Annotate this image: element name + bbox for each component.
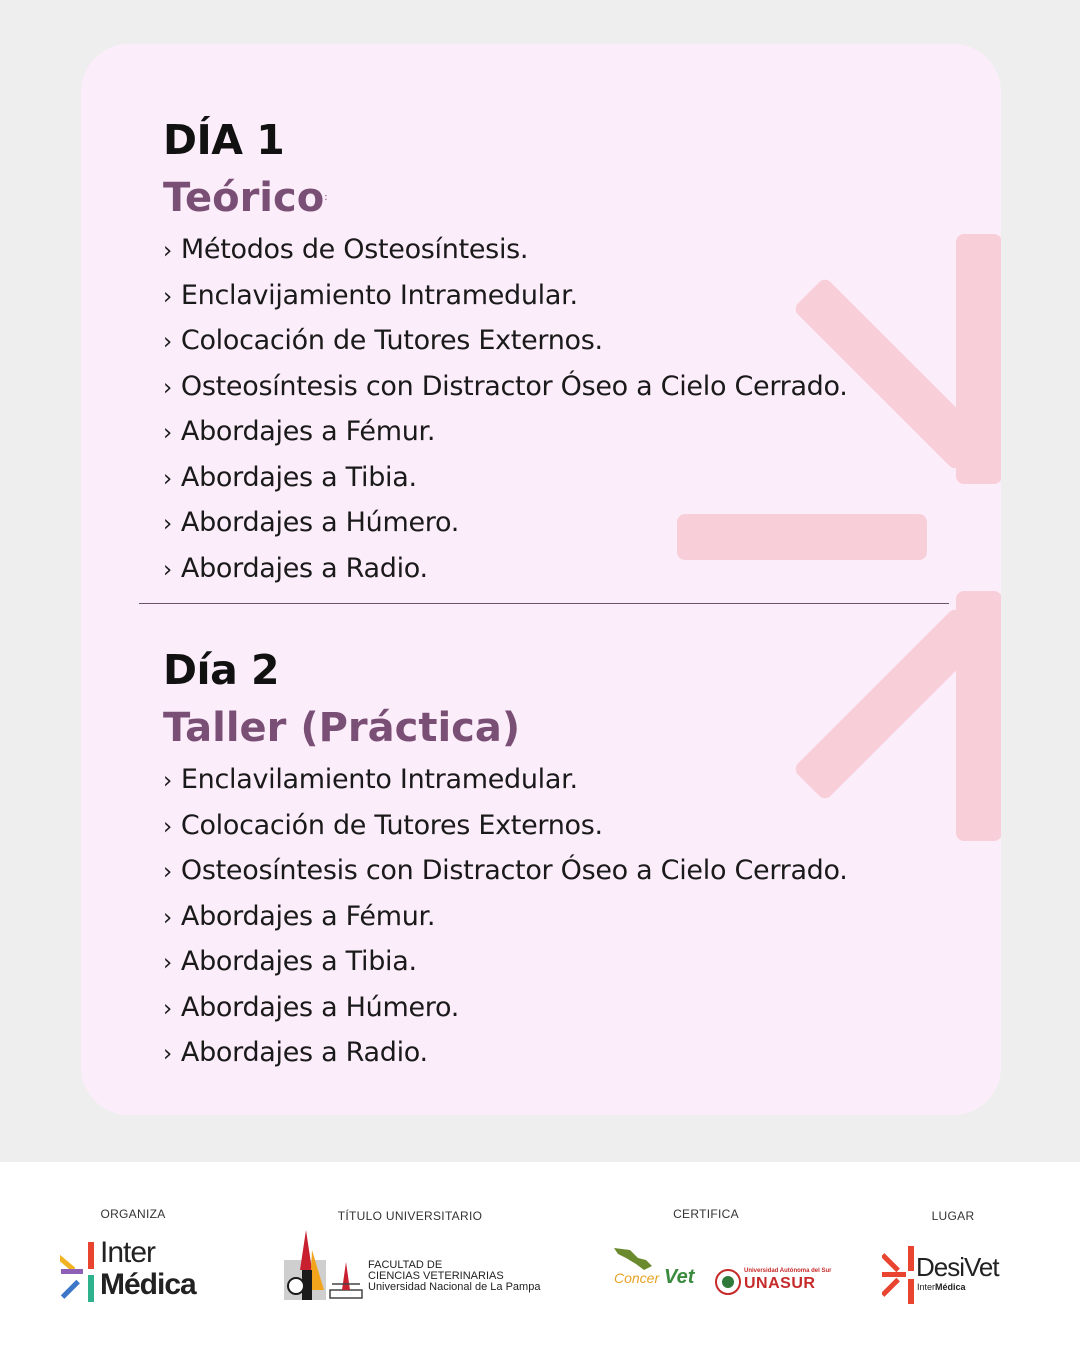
list-item-text: Enclavilamiento Intramedular.	[180, 764, 578, 795]
list-item-text: Abordajes a Húmero.	[180, 991, 459, 1023]
schedule-card	[81, 44, 1001, 1115]
list-item	[163, 849, 963, 895]
chevron-right-icon: ›	[163, 511, 172, 537]
day2-subtitle: Taller (Práctica)	[163, 705, 521, 751]
list-item-text: Abordajes a Tibia.	[180, 461, 417, 493]
day2-section	[163, 644, 963, 1077]
fcv-line2: CIENCIAS VETERINARIAS	[368, 1270, 504, 1282]
concervet-logo	[612, 1246, 702, 1302]
list-item-text: Colocación de Tutores Externos.	[180, 325, 603, 356]
list-item-text: Osteosíntesis con Distractor Óseo a Cielo Cerrado.	[180, 370, 848, 402]
list-item-text: Abordajes a Radio.	[180, 552, 428, 584]
desivet-burst-icon	[882, 1246, 916, 1304]
list-item	[163, 274, 963, 320]
list-item	[163, 986, 963, 1032]
chevron-right-icon: ›	[163, 238, 172, 264]
list-item	[163, 365, 963, 411]
chevron-right-icon: ›	[163, 904, 172, 931]
list-item	[163, 758, 963, 804]
list-item-text: Abordajes a Húmero.	[180, 507, 459, 538]
fcv-line3: Universidad Nacional de La Pampa	[368, 1281, 541, 1293]
certifica-label: CERTIFICA	[673, 1207, 739, 1221]
desivet-sub-a: Inter	[917, 1282, 936, 1292]
list-item	[163, 1031, 963, 1077]
intermedica-logo-line2: Médica	[100, 1268, 196, 1301]
fcv-unlpam-logo	[284, 1230, 544, 1302]
desivet-main-text: DesiVet	[916, 1252, 999, 1282]
chevron-right-icon: ›	[163, 768, 172, 794]
chevron-right-icon: ›	[163, 465, 172, 492]
list-item-text: Abordajes a Fémur.	[180, 900, 436, 932]
unasur-text: UNASUR	[744, 1275, 816, 1292]
list-item	[163, 319, 963, 365]
day1-topic-list	[163, 228, 963, 592]
unlpam-shield-icon	[328, 1260, 364, 1300]
mexico-map-icon	[612, 1246, 656, 1272]
day2-title: Día 2	[163, 646, 280, 694]
chevron-right-icon: ›	[163, 995, 172, 1022]
day1-section	[163, 114, 963, 592]
titulo-label: TÍTULO UNIVERSITARIO	[337, 1209, 483, 1223]
list-item	[163, 804, 963, 850]
list-item-text: Enclavijamiento Intramedular.	[180, 279, 578, 311]
fcv-line1: FACULTAD DE	[368, 1259, 443, 1271]
lugar-label: LUGAR	[931, 1209, 975, 1223]
list-item	[163, 456, 963, 502]
chevron-right-icon: ›	[163, 1041, 172, 1067]
list-item-text: Abordajes a Tibia.	[180, 946, 417, 977]
chevron-right-icon: ›	[163, 283, 172, 310]
chevron-right-icon: ›	[163, 950, 172, 976]
chevron-right-icon: ›	[163, 420, 172, 446]
day1-subtitle-mark: :	[324, 192, 328, 203]
intermedica-logo	[60, 1238, 220, 1308]
list-item-text: Colocación de Tutores Externos.	[180, 809, 603, 841]
day1-subtitle-text: Teórico	[163, 175, 325, 221]
chevron-right-icon: ›	[163, 859, 172, 885]
list-item-text: Métodos de Osteosíntesis.	[180, 234, 529, 265]
list-item	[163, 895, 963, 941]
chevron-right-icon: ›	[163, 374, 172, 401]
list-item	[163, 547, 963, 593]
day1-subtitle	[163, 172, 963, 224]
desivet-sub-text	[917, 1282, 966, 1292]
desivet-logo	[882, 1246, 1022, 1306]
list-item	[163, 410, 963, 456]
fcv-crest-icon	[284, 1230, 326, 1302]
list-item-text: Abordajes a Radio.	[180, 1037, 428, 1068]
list-item	[163, 228, 963, 274]
day2-topic-list	[163, 758, 963, 1077]
intermedica-burst-icon	[60, 1242, 96, 1302]
chevron-right-icon: ›	[163, 813, 172, 840]
concervet-text-a: Concer	[614, 1270, 660, 1286]
unasur-logo	[714, 1266, 832, 1298]
desivet-sub-b: Médica	[935, 1282, 966, 1292]
concervet-text-b: Vet	[664, 1266, 695, 1288]
list-item	[163, 940, 963, 986]
sponsors-footer	[0, 1162, 1080, 1350]
day1-title: DÍA 1	[163, 116, 285, 164]
unasur-top-text: Universidad Autónoma del Sur	[744, 1268, 832, 1274]
chevron-right-icon: ›	[163, 556, 172, 583]
list-item-text: Osteosíntesis con Distractor Óseo a Cielo Cerrado.	[180, 855, 848, 886]
chevron-right-icon: ›	[163, 329, 172, 355]
section-divider	[139, 603, 949, 604]
unasur-seal-icon	[714, 1268, 742, 1296]
organiza-label: ORGANIZA	[100, 1207, 166, 1221]
list-item-text: Abordajes a Fémur.	[180, 416, 436, 447]
intermedica-logo-line1: Inter	[100, 1236, 156, 1269]
list-item	[163, 501, 963, 547]
